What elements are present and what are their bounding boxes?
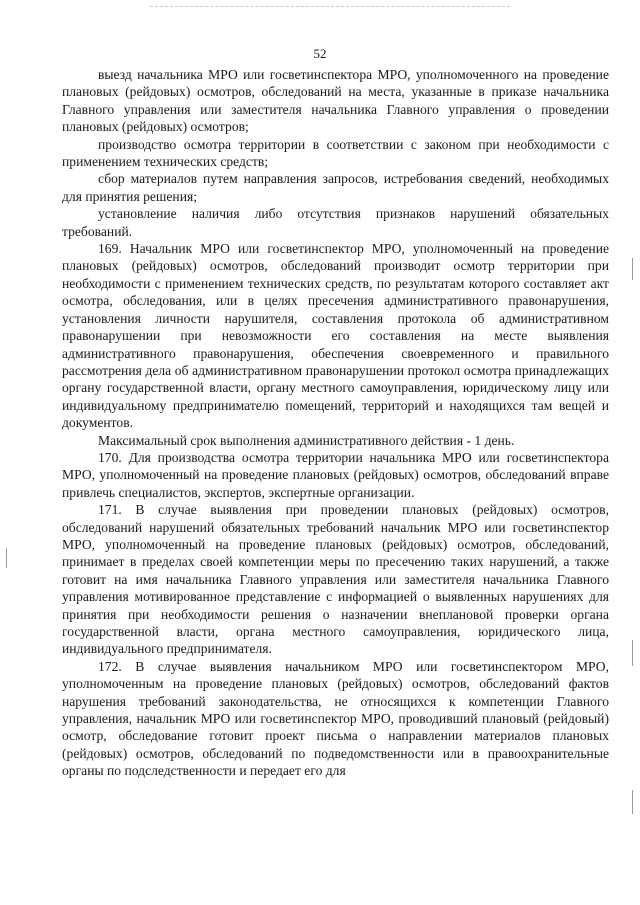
page-number: 52 [313,46,327,61]
paragraph: 171. В случае выявления при проведении плановых (рейдовых) осмотров, обследований нарушений обязательных требований начальник МРО или госветинспектор МРО, уполномоченный на проведение плановых (рейдовых) осмотров, обследований, принимает в пределах своей компетенции меры по пресечению таких нарушений, а также готовит на имя начальника Главного управления или заместителя начальника Главного управления мотивированное представление с информацией о выявленных нарушениях для принятия при необходимости решения о назначении внеплановой проверки органа государственной власти, органа местного самоуправления, юридического лица, индивидуального предпринимателя. [62,502,609,657]
paragraph: производство осмотра территории в соответствии с законом при необходимости с применением технических средств; [62,136,609,170]
scan-artifact-line [150,6,510,7]
margin-mark [632,640,633,666]
paragraph: сбор материалов путем направления запросов, истребования сведений, необходимых для принятия решения; [62,171,609,204]
paragraph: 172. В случае выявления начальником МРО или госветинспектором МРО, уполномоченным на проведение плановых (рейдовых) осмотров, обследований фактов нарушения требований законодательства, не относящихся к компетенции Главного управления, начальник МРО или госветинспектор МРО, проводивший плановый (рейдовый) осмотр, обследование готовит проект письма о направлении материалов плановых (рейдовых) осмотров, обследований по подведомственности или в правоохранительные органы по подследственности и передает его для [62,658,609,779]
paragraph: выезд начальника МРО или госветинспектора МРО, уполномоченного на проведение плановых (рейдовых) осмотров, обследований на места, указанные в приказе начальника Главного управления или заместителя начальника Главного управления о проведении плановых (рейдовых) осмотров; [62,67,609,135]
paragraph: 170. Для производства осмотра территории начальника МРО или госветинспектора МРО, уполномоченный на проведение плановых (рейдовых) осмотров, обследований вправе привлечь специалистов, экспертов, экспертные организации. [62,449,609,500]
margin-mark [632,258,633,280]
margin-mark [632,790,633,814]
paragraph: установление наличия либо отсутствия признаков нарушений обязательных требований. [62,206,609,239]
paragraph: 169. Начальник МРО или госветинспектор МРО, уполномоченный на проведение плановых (рейдовых) осмотров, обследований производит осмотр территории при необходимости с применением технических средств, по результатам которого составляет акт осмотра, обследования, или в целях пресечения административного правонарушения, установления личности нарушителя, составления протокола об административном правонарушении при невозможности его составления на месте выявления административного правонарушения, обеспечения своевременного и правильного рассмотрения дела об административном правонарушении протокол осмотра принадлежащих органу государственной власти, органу местного самоуправления, юридическому лицу или индивидуальному предпринимателю помещений, территорий и находящихся там вещей и документов. [62,241,609,431]
margin-mark [6,548,7,568]
document-body [62,66,609,780]
paragraph: Максимальный срок выполнения административного действия - 1 день. [98,432,515,448]
